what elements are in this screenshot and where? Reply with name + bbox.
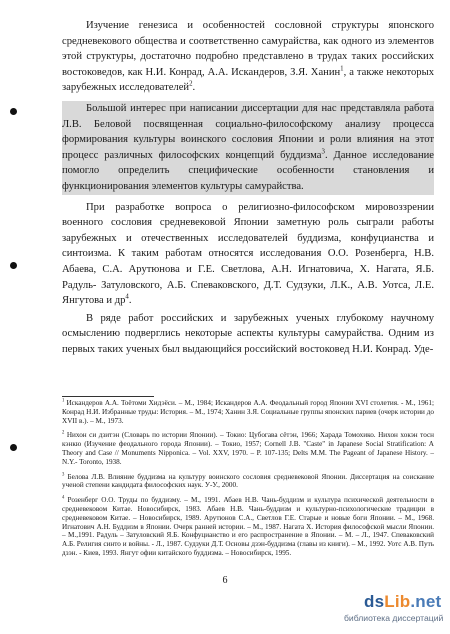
binding-hole-middle xyxy=(10,262,17,269)
footnote-ref-2: 2 xyxy=(189,80,193,88)
footnotes xyxy=(62,399,434,558)
footnote-ref-4: 4 xyxy=(125,293,129,301)
paragraph-2: Большой интерес при написании диссертации для нас представляла работа Л.В. Беловой посвященная социально-философскому анализу процесса формирования культуры воинского сословия Японии и роли влияния на этот процесс различных философских концепций буддизма$^3$. Данное исследование помогло определить специфические особенности становления и функционирования элементов культуры самурайства. xyxy=(62,101,434,195)
binding-hole-bottom xyxy=(10,444,17,451)
footnote-2: $^2$ Нихон си дзитэн (Словарь по истории Японии). – Токио: Цубогава сётэн, 1966; Харада Томохико. Нихон хокэн тосн кэнкю (Изучение феодального города Японии). – Токио, 1957; Cornell J.B. "Caste" in Japanese Social Stratification: A Theory and Case // Monuments Nipponica. – Vol. XXV, 1970. – P. 107-135; Delts M.M. The Pageant of Japanese History. – N.Y.- Toronto, 1938. xyxy=(62,431,435,466)
footnote-ref-3: 3 xyxy=(321,148,325,156)
binding-hole-top xyxy=(10,108,17,115)
page-number: 6 xyxy=(222,575,228,586)
dslib-logo[interactable]: dsLib.net xyxy=(364,592,442,611)
paragraph-4: В ряде работ российских и зарубежных ученых глубокому научному осмыслению подверглись некоторые аспекты культуры самурайства. Одним из первых таких ученых был выдающийся российский востоковед Н.И. Конрад. Уде- xyxy=(62,312,434,355)
watermark-tagline: библиотека диссертаций xyxy=(344,613,444,623)
footnote-separator xyxy=(62,396,154,397)
footnote-3: $^3$ Белова Л.В. Влияние буддизма на культуру воинского сословия средневековой Японии. Диссертация на соискание ученой степени кандидата философских наук. У-У., 2000. xyxy=(62,472,435,490)
footnote-ref-1: 1 xyxy=(340,65,344,73)
paragraph-1: Изучение генезиса и особенностей сословной структуры японского средневекового общества и соответственно самурайства, как одного из элементов этой структуры, достаточно подробно представлено в трудах таких российских востоковедов, как Н.И. Конрад, А.А. Искандеров, З.Я. Ханин$^1$, а также некоторых зарубежных исследователей$^2$. xyxy=(62,20,434,94)
watermark[interactable] xyxy=(344,592,448,626)
footnote-1: $^1$ Искандеров А.А. Тоётоми Хидэёси. – М., 1984; Искандеров А.А. Феодальный город Японии XVI столетия. - М., 1961; Конрад Н.И. Избранные труды: История. – М., 1974; Ханин З.Я. Социальные группы японских париев (очерк истории до XVII в.). – М., 1973. xyxy=(62,398,434,425)
main-text xyxy=(62,18,434,357)
footnote-4: $^4$ Розенберг О.О. Труды по буддизму. – М., 1991. Абаев Н.В. Чань-буддизм и культура психической деятельности в средневековом Китае. Новосибирск, 1983. Абаев Н.В. Чань-буддизм и культурно-психологические традиции в средневековом Китае. – Новосибирск, 1989. Арутюнов С.А., Светлов Г.Е. Старые и новые боги Японии. – М., 1968. Игнатович А.Н. Буддизм в Японии. Очерк ранней истории. – М., 1987. Нагата Х. История философской мысли Японии. – М.,1991. Радуль – Затуловский Я.Б. Конфуцианство и его распространение в Японии. – М. – Л., 1947. Спеваковский А.Б. Религия синто и войны. - Л., 1987. Судзуки Д.Т. Основы дзэн-буддизма (главы из книги). – М., 1992. Уотс А.В. Путь дзэн. - Киев, 1993. Янгут офии китайского буддизма. – Новосибирск, 1995. xyxy=(62,495,434,557)
paragraph-3: При разработке вопроса о религиозно-философском мировоззрении военного сословия средневековой Японии заметную роль сыграли работы зарубежных и отечественных исследователей буддизма, конфуцианства и синтоизма. К таким работам относятся исследования О.О. Розенберга, Н.В. Абаева, С.А. Арутюнова и Г.Е. Светлова, А.Н. Игнатовича, Х. Нагата, Я.Б. Радуль- Затуловского, А.Б. Спеваковского, Д.Т. Судзуки, Л.К., А.В. Уотса, Л.Е. Янгутова и $др^4$. xyxy=(62,201,434,307)
